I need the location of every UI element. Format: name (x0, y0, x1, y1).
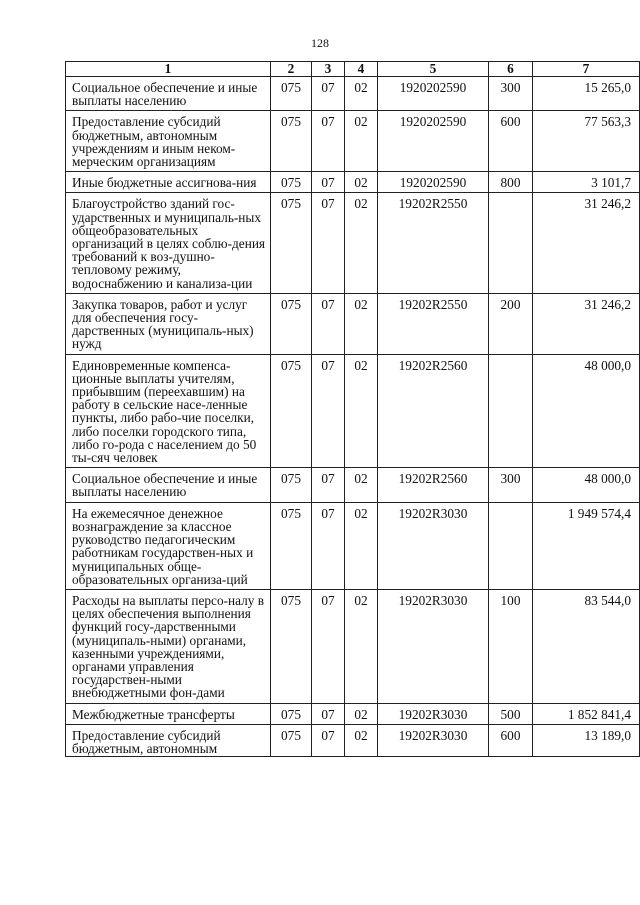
amount-cell: 31 246,2 (533, 193, 640, 293)
expense-type-cell: 300 (489, 468, 533, 502)
header-cell-2: 2 (271, 62, 312, 77)
ministry-code-cell: 075 (271, 111, 312, 172)
header-cell-7: 7 (533, 62, 640, 77)
expense-name-cell: На ежемесячное денежное вознаграждение за классное руководство педагогическим работникам государствен-ных и муниципальных обще-образовательных организа-ций (66, 502, 271, 589)
table-row (66, 293, 640, 354)
ministry-code-cell: 075 (271, 468, 312, 502)
ministry-code-cell: 075 (271, 724, 312, 756)
subsection-code-cell: 02 (345, 293, 378, 354)
ministry-code-cell: 075 (271, 354, 312, 468)
header-cell-5: 5 (378, 62, 489, 77)
subsection-code-cell: 02 (345, 724, 378, 756)
target-article-cell: 19202R3030 (378, 589, 489, 703)
amount-cell: 48 000,0 (533, 354, 640, 468)
expense-type-cell: 500 (489, 703, 533, 724)
target-article-cell: 19202R2550 (378, 193, 489, 293)
header-cell-4: 4 (345, 62, 378, 77)
amount-cell: 77 563,3 (533, 111, 640, 172)
expense-type-cell: 300 (489, 77, 533, 111)
section-code-cell: 07 (312, 172, 345, 193)
expense-name-cell: Социальное обеспечение и иные выплаты населению (66, 77, 271, 111)
section-code-cell: 07 (312, 468, 345, 502)
expense-type-cell (489, 193, 533, 293)
table-row (66, 111, 640, 172)
expense-name-cell: Благоустройство зданий гос-ударственных и муниципаль-ных общеобразовательных организаций в целях соблю-дения требований к воз-душно-тепловому режиму, водоснабжению и канализа-ции (66, 193, 271, 293)
section-code-cell: 07 (312, 589, 345, 703)
section-code-cell: 07 (312, 354, 345, 468)
expense-type-cell: 800 (489, 172, 533, 193)
amount-cell: 1 949 574,4 (533, 502, 640, 589)
ministry-code-cell: 075 (271, 77, 312, 111)
target-article-cell: 19202R3030 (378, 724, 489, 756)
expense-type-cell: 600 (489, 724, 533, 756)
budget-table (65, 61, 640, 757)
subsection-code-cell: 02 (345, 354, 378, 468)
section-code-cell: 07 (312, 111, 345, 172)
expense-name-cell: Предоставление субсидий бюджетным, автономным (66, 724, 271, 756)
table-row (66, 468, 640, 502)
expense-type-cell: 200 (489, 293, 533, 354)
table-row (66, 724, 640, 756)
expense-name-cell: Закупка товаров, работ и услуг для обеспечения госу-дарственных (муниципаль-ных) нужд (66, 293, 271, 354)
ministry-code-cell: 075 (271, 293, 312, 354)
amount-cell: 1 852 841,4 (533, 703, 640, 724)
amount-cell: 13 189,0 (533, 724, 640, 756)
table-row (66, 502, 640, 589)
amount-cell: 48 000,0 (533, 468, 640, 502)
expense-name-cell: Иные бюджетные ассигнова-ния (66, 172, 271, 193)
amount-cell: 83 544,0 (533, 589, 640, 703)
subsection-code-cell: 02 (345, 703, 378, 724)
subsection-code-cell: 02 (345, 193, 378, 293)
ministry-code-cell: 075 (271, 589, 312, 703)
target-article-cell: 1920202590 (378, 77, 489, 111)
table-row (66, 172, 640, 193)
subsection-code-cell: 02 (345, 172, 378, 193)
header-cell-6: 6 (489, 62, 533, 77)
subsection-code-cell: 02 (345, 111, 378, 172)
expense-type-cell (489, 354, 533, 468)
header-row (66, 62, 640, 77)
section-code-cell: 07 (312, 724, 345, 756)
ministry-code-cell: 075 (271, 502, 312, 589)
subsection-code-cell: 02 (345, 502, 378, 589)
expense-type-cell: 600 (489, 111, 533, 172)
target-article-cell: 19202R2550 (378, 293, 489, 354)
amount-cell: 3 101,7 (533, 172, 640, 193)
subsection-code-cell: 02 (345, 589, 378, 703)
target-article-cell: 1920202590 (378, 111, 489, 172)
target-article-cell: 1920202590 (378, 172, 489, 193)
amount-cell: 31 246,2 (533, 293, 640, 354)
table-row (66, 193, 640, 293)
table-row (66, 77, 640, 111)
target-article-cell: 19202R2560 (378, 468, 489, 502)
section-code-cell: 07 (312, 502, 345, 589)
table-row (66, 589, 640, 703)
target-article-cell: 19202R2560 (378, 354, 489, 468)
subsection-code-cell: 02 (345, 468, 378, 502)
section-code-cell: 07 (312, 77, 345, 111)
target-article-cell: 19202R3030 (378, 703, 489, 724)
expense-name-cell: Межбюджетные трансферты (66, 703, 271, 724)
expense-name-cell: Социальное обеспечение и иные выплаты населению (66, 468, 271, 502)
header-cell-3: 3 (312, 62, 345, 77)
expense-type-cell (489, 502, 533, 589)
amount-cell: 15 265,0 (533, 77, 640, 111)
expense-name-cell: Расходы на выплаты персо-налу в целях обеспечения выполнения функций госу-дарственными (муниципаль-ными) органами, казенными учреждениями, органами управления государствен-ными внебюджетными фон-дами (66, 589, 271, 703)
expense-type-cell: 100 (489, 589, 533, 703)
table-row (66, 354, 640, 468)
subsection-code-cell: 02 (345, 77, 378, 111)
expense-name-cell: Единовременные компенса-ционные выплаты учителям, прибывшим (переехавшим) на работу в сельские насе-ленные пункты, либо рабо-чие поселки, либо поселки городского типа, либо го-рода с населением до 50 ты-сяч человек (66, 354, 271, 468)
ministry-code-cell: 075 (271, 193, 312, 293)
section-code-cell: 07 (312, 193, 345, 293)
page-number: 128 (311, 36, 329, 50)
ministry-code-cell: 075 (271, 172, 312, 193)
section-code-cell: 07 (312, 703, 345, 724)
expense-name-cell: Предоставление субсидий бюджетным, автономным учреждениям и иным неком-мерческим организациям (66, 111, 271, 172)
ministry-code-cell: 075 (271, 703, 312, 724)
section-code-cell: 07 (312, 293, 345, 354)
target-article-cell: 19202R3030 (378, 502, 489, 589)
header-cell-1: 1 (66, 62, 271, 77)
table-row (66, 703, 640, 724)
